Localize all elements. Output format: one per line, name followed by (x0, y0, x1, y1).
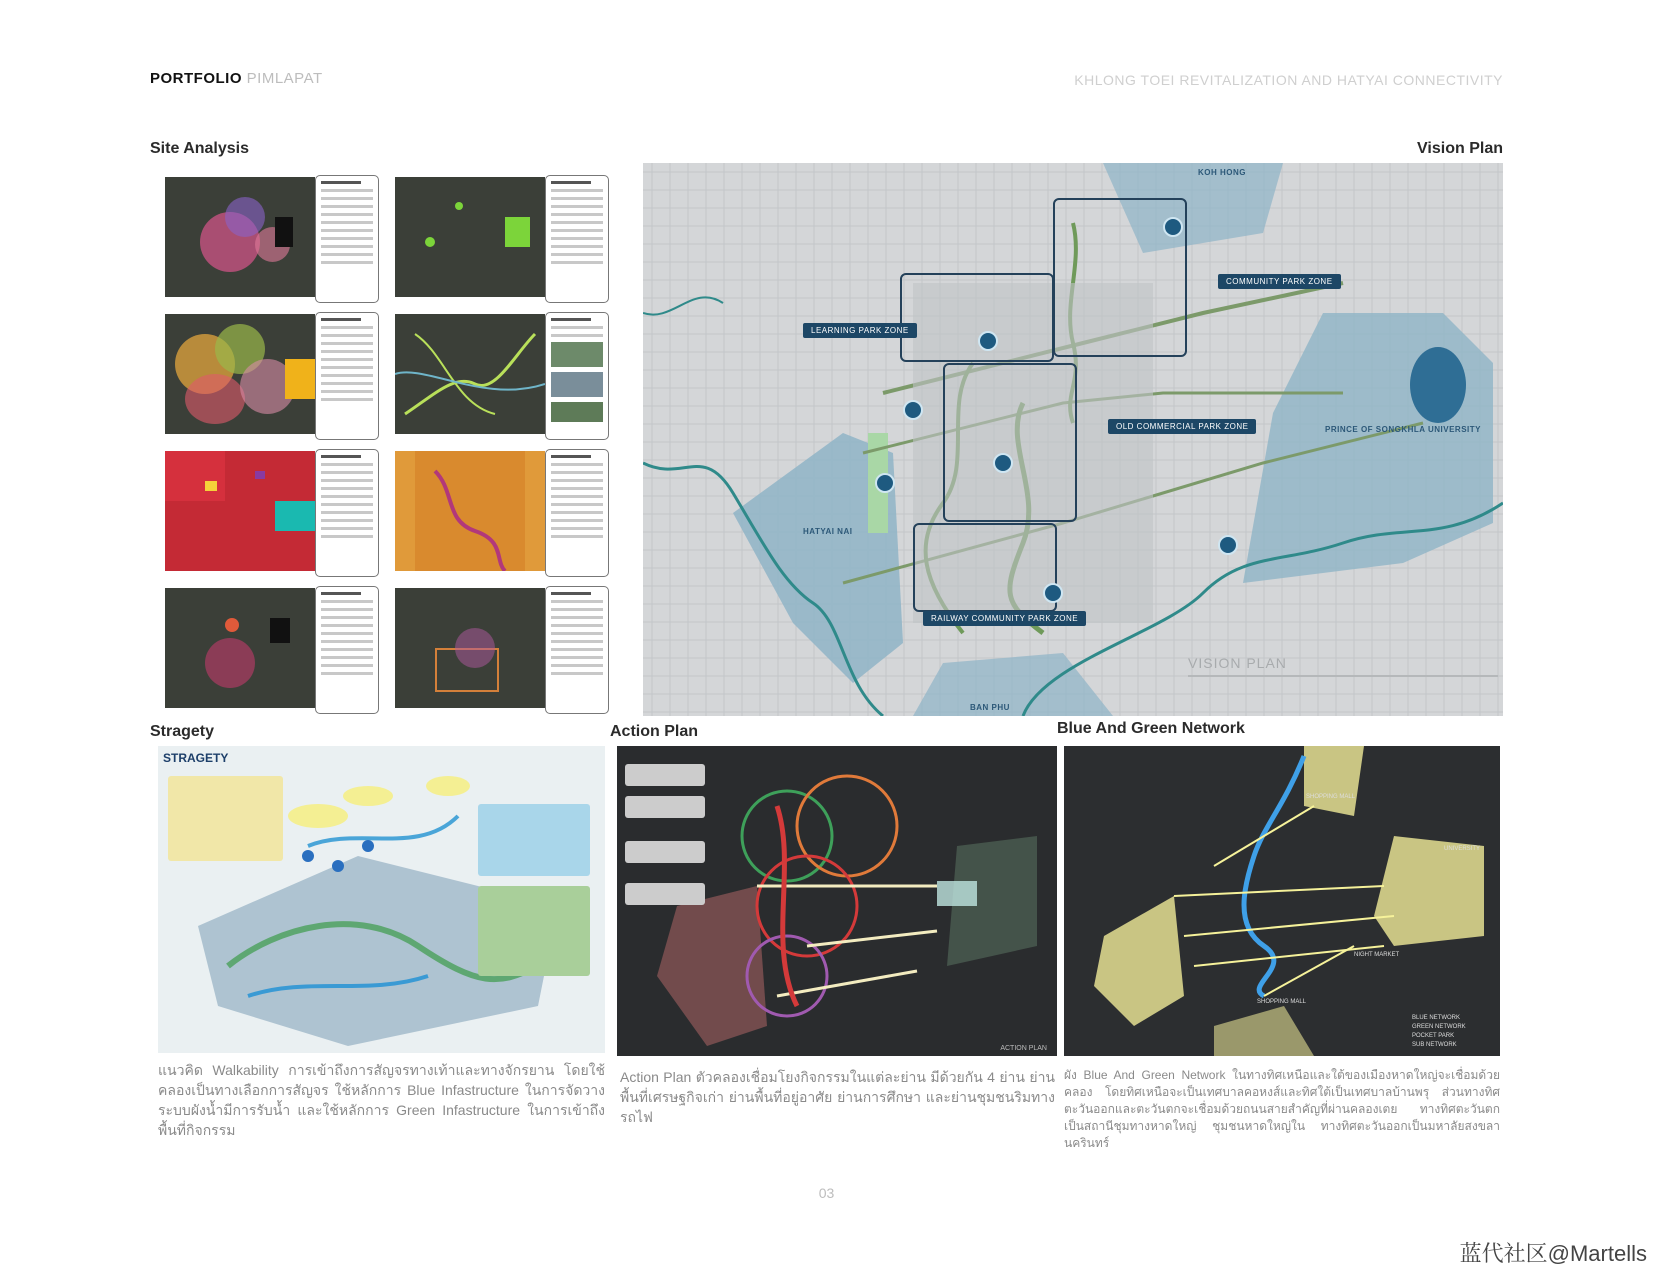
koh-hong-label: KOH HONG (1198, 168, 1246, 177)
action-legend-3 (625, 841, 705, 863)
vision-plan-title: Vision Plan (1417, 140, 1503, 157)
action-legend-4 (625, 883, 705, 905)
network-diagram (1064, 746, 1500, 1056)
map-pin-icon (978, 331, 998, 351)
site-legend-2 (545, 175, 609, 303)
site-legend-1 (315, 175, 379, 303)
learning-zone-label: LEARNING PARK ZONE (803, 323, 917, 338)
site-map-1 (165, 177, 315, 297)
action-plan-panel (617, 746, 1057, 1056)
action-caption: Action Plan ตัวคลองเชื่อมโยงกิจกรรมในแต่ละย่าน มีด้วยกัน 4 ย่าน ย่านพื้นที่เศรษฐกิจเก่า ย่านพื้นที่อยู่อาศัย ย่านการศึกษา และย่านชุมชนริมทางรถไฟ (620, 1069, 1055, 1125)
site-legend-4 (545, 312, 609, 440)
site-map-4-lines (395, 314, 545, 434)
network-caption: ผัง Blue And Green Network ในทางทิศเหนือและใต้ของเมืองหาดใหญ่จะเชื่อมด้วยคลอง โดยทิศเหนือจะเป็นเทศบาลคอหงส์และทิศใต้เป็นเทศบาลบ้านพรุ ส่วนทางทิศตะวันออกและตะวันตกจะเชื่อมด้วยถนนสายสำคัญที่ผ่านคลองเตย ทางทิศตะวันตกเป็นสถานีชุมทางหาดใหญ่ ชุมชนหาดใหญ่ใน ทางทิศตะวันออกเป็นมหาลัยสงขลานครินทร์ (1064, 1068, 1500, 1150)
action-legend-2 (625, 796, 705, 818)
site-map-7 (165, 588, 315, 708)
strategy-panel-title: STRAGETY (163, 751, 229, 765)
strategy-caption: แนวคิด Walkability การเข้าถึงการสัญจรทางเท้าและทางจักรยาน โดยใช้คลองเป็นทางเลือกการสัญจร ใช้หลักการ Blue Infastructure ในการจัดวางระบบผังน้ำมีการรับน้ำ และใช้หลักการ Green Infastructure ในการเข้าถึงพื้นที่กิจกรรม (158, 1062, 605, 1138)
railway-zone-box (913, 523, 1057, 612)
network-legend-green: GREEN NETWORK (1412, 1024, 1466, 1030)
network-legend (1412, 1014, 1466, 1050)
site-legend-6 (545, 449, 609, 577)
network-night-market: NIGHT MARKET (1354, 952, 1400, 958)
site-map-6-river (395, 451, 545, 571)
map-pin-icon (1218, 535, 1238, 555)
strategy-panel (158, 746, 605, 1053)
author-name: PIMLAPAT (246, 70, 323, 87)
strategy-note-green (478, 886, 590, 976)
action-plan-title: Action Plan (610, 723, 699, 740)
network-shopping-bottom: SHOPPING MALL (1257, 999, 1307, 1005)
site-legend-7 (315, 586, 379, 714)
site-map-3 (165, 314, 315, 434)
psu-label: PRINCE OF SONGKHLA UNIVERSITY (1325, 425, 1481, 434)
network-legend-pocket: POCKET PARK (1412, 1033, 1455, 1039)
vision-plan-stamp: VISION PLAN (1188, 655, 1287, 671)
network-university: UNIVERSITY (1444, 846, 1481, 852)
site-legend-3 (315, 312, 379, 440)
portfolio-word: PORTFOLIO (150, 70, 242, 87)
watermark: 蓝代社区@Martells (1459, 1241, 1647, 1266)
site-map-4 (395, 314, 545, 434)
network-shopping-top: SHOPPING MALL (1306, 794, 1356, 800)
strategy-note-yellow (168, 776, 283, 861)
action-plan-corner-label: ACTION PLAN (1000, 1045, 1047, 1052)
site-map-2 (395, 177, 545, 297)
vision-plan-map (643, 163, 1503, 716)
network-panel (1064, 746, 1500, 1056)
map-pin-icon (903, 400, 923, 420)
site-analysis-grid (160, 170, 620, 720)
strategy-title: Stragety (150, 723, 215, 740)
site-legend-8 (545, 586, 609, 714)
scale-bar (1188, 675, 1498, 677)
learning-zone-box (900, 273, 1054, 362)
map-pin-icon (875, 473, 895, 493)
site-legend-5 (315, 449, 379, 577)
old-commercial-zone-box (943, 363, 1077, 522)
project-title: KHLONG TOEI REVITALIZATION AND HATYAI CONNECTIVITY (1074, 72, 1503, 88)
network-legend-sub: SUB NETWORK (1412, 1042, 1457, 1048)
portfolio-header (150, 70, 323, 87)
site-analysis-title: Site Analysis (150, 140, 250, 157)
action-legend-1 (625, 764, 705, 786)
map-pin-icon (993, 453, 1013, 473)
page-number: 03 (818, 1185, 835, 1201)
network-legend-blue: BLUE NETWORK (1412, 1015, 1461, 1021)
map-pin-icon (1163, 217, 1183, 237)
hatyai-nai-label: HATYAI NAI (803, 527, 853, 536)
old-commercial-zone-label: OLD COMMERCIAL PARK ZONE (1108, 419, 1256, 434)
site-map-8 (395, 588, 545, 708)
map-pin-icon (1043, 583, 1063, 603)
ban-phu-label: BAN PHU (970, 703, 1010, 712)
community-zone-label: COMMUNITY PARK ZONE (1218, 274, 1341, 289)
site-map-6 (395, 451, 545, 571)
strategy-note-blue (478, 804, 590, 876)
railway-zone-label: RAILWAY COMMUNITY PARK ZONE (923, 611, 1086, 626)
network-title: Blue And Green Network (1057, 720, 1245, 737)
site-map-5 (165, 451, 315, 571)
